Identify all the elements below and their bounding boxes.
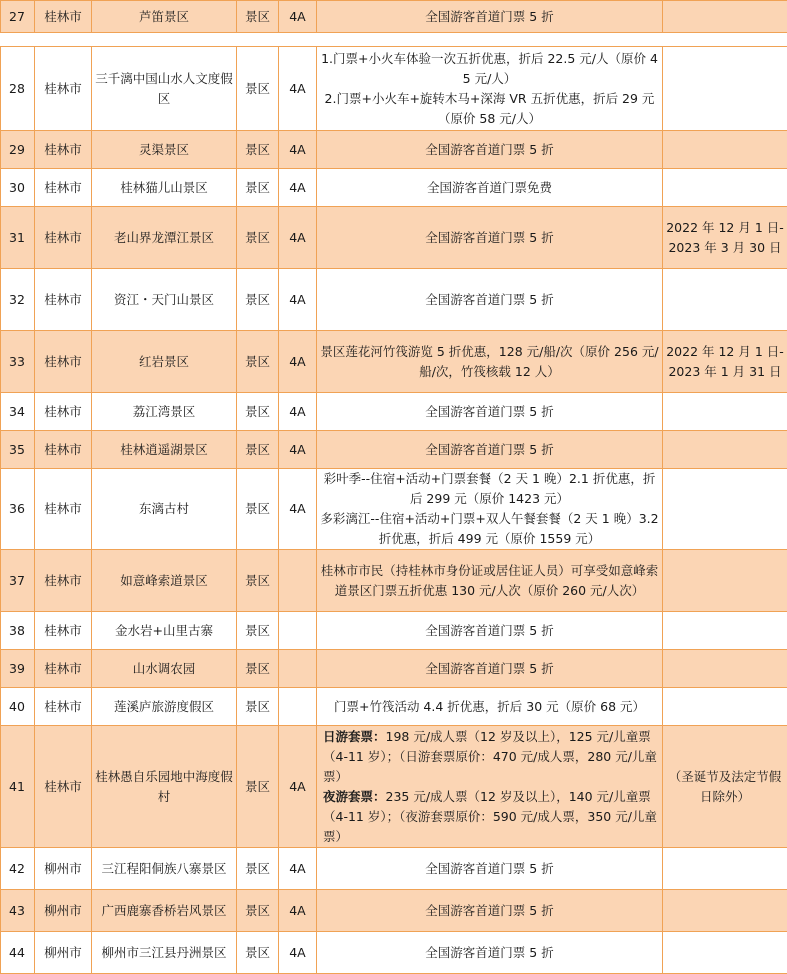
offer-cell: 门票+竹筏活动 4.4 折优惠，折后 30 元（原价 68 元） (317, 688, 663, 726)
city-cell: 桂林市 (35, 469, 92, 550)
offer-cell: 全国游客首道门票 5 折 (317, 207, 663, 269)
discount-table-main (0, 46, 787, 974)
type-cell: 景区 (237, 932, 279, 974)
offer-day-label: 日游套票： (323, 729, 386, 744)
period-cell: （圣诞节及法定节假日除外） (663, 726, 787, 848)
type-cell: 景区 (237, 848, 279, 890)
city-cell: 桂林市 (35, 612, 92, 650)
scenic-name-cell: 芦笛景区 (92, 1, 237, 33)
level-cell (279, 688, 317, 726)
city-cell: 桂林市 (35, 688, 92, 726)
offer-cell: 1.门票+小火车体验一次五折优惠，折后 22.5 元/人（原价 45 元/人） 2.门票+小火车+旋转木马+深海 VR 五折优惠，折后 29 元（原价 58 元/人） (317, 47, 663, 131)
city-cell: 桂林市 (35, 650, 92, 688)
table-row (1, 469, 787, 550)
level-cell: 4A (279, 1, 317, 33)
offer-cell: 全国游客首道门票 5 折 (317, 612, 663, 650)
level-cell: 4A (279, 131, 317, 169)
period-cell (663, 1, 787, 33)
level-cell: 4A (279, 932, 317, 974)
offer-cell: 全国游客首道门票免费 (317, 169, 663, 207)
scenic-name-cell: 荔江湾景区 (92, 393, 237, 431)
row-number: 31 (1, 207, 35, 269)
scenic-name-cell: 东漓古村 (92, 469, 237, 550)
offer-cell: 桂林市市民（持桂林市身份证或居住证人员）可享受如意峰索道景区门票五折优惠 130 元/人次（原价 260 元/人次） (317, 550, 663, 612)
offer-cell: 全国游客首道门票 5 折 (317, 650, 663, 688)
type-cell: 景区 (237, 650, 279, 688)
period-cell (663, 550, 787, 612)
table-row (1, 650, 787, 688)
scenic-name-cell: 柳州市三江县丹洲景区 (92, 932, 237, 974)
offer-night-label: 夜游套票： (323, 789, 386, 804)
scenic-name-cell: 老山界龙潭江景区 (92, 207, 237, 269)
row-number: 35 (1, 431, 35, 469)
level-cell: 4A (279, 331, 317, 393)
city-cell: 桂林市 (35, 1, 92, 33)
offer-cell: 全国游客首道门票 5 折 (317, 393, 663, 431)
type-cell: 景区 (237, 431, 279, 469)
offer-cell: 全国游客首道门票 5 折 (317, 1, 663, 33)
table-main-body (1, 47, 787, 974)
scenic-name-cell: 桂林愚自乐园地中海度假村 (92, 726, 237, 848)
level-cell: 4A (279, 393, 317, 431)
level-cell: 4A (279, 269, 317, 331)
table-row (1, 269, 787, 331)
offer-night-line (323, 787, 659, 847)
level-cell (279, 612, 317, 650)
level-cell: 4A (279, 169, 317, 207)
level-cell: 4A (279, 890, 317, 932)
period-cell (663, 393, 787, 431)
city-cell: 桂林市 (35, 331, 92, 393)
type-cell: 景区 (237, 269, 279, 331)
type-cell: 景区 (237, 393, 279, 431)
period-cell (663, 431, 787, 469)
city-cell: 桂林市 (35, 431, 92, 469)
city-cell: 柳州市 (35, 890, 92, 932)
table-row (1, 431, 787, 469)
period-cell (663, 650, 787, 688)
city-cell: 桂林市 (35, 207, 92, 269)
table-row (1, 393, 787, 431)
table-row (1, 131, 787, 169)
row-number: 43 (1, 890, 35, 932)
table-row (1, 726, 787, 848)
table-row (1, 169, 787, 207)
level-cell: 4A (279, 431, 317, 469)
period-cell (663, 688, 787, 726)
offer-cell: 彩叶季--住宿+活动+门票套餐（2 天 1 晚）2.1 折优惠，折后 299 元（原价 1423 元） 多彩漓江--住宿+活动+门票+双人午餐套餐（2 天 1 晚）3.2 折优惠，折后 499 元（原价 1559 元） (317, 469, 663, 550)
row-number: 38 (1, 612, 35, 650)
city-cell: 柳州市 (35, 932, 92, 974)
type-cell: 景区 (237, 612, 279, 650)
table-row (1, 932, 787, 974)
period-cell (663, 612, 787, 650)
scenic-name-cell: 山水调农园 (92, 650, 237, 688)
level-cell (279, 550, 317, 612)
offer-cell: 全国游客首道门票 5 折 (317, 131, 663, 169)
table-row (1, 207, 787, 269)
city-cell: 桂林市 (35, 269, 92, 331)
row-number: 27 (1, 1, 35, 33)
offer-cell: 景区莲花河竹筏游览 5 折优惠，128 元/船/次（原价 256 元/船/次，竹筏核载 12 人） (317, 331, 663, 393)
level-cell: 4A (279, 47, 317, 131)
table-row (1, 688, 787, 726)
type-cell: 景区 (237, 550, 279, 612)
period-cell (663, 890, 787, 932)
level-cell: 4A (279, 469, 317, 550)
row-number: 41 (1, 726, 35, 848)
period-cell: 2022 年 12 月 1 日-2023 年 1 月 31 日 (663, 331, 787, 393)
type-cell: 景区 (237, 469, 279, 550)
type-cell: 景区 (237, 688, 279, 726)
period-cell (663, 469, 787, 550)
row-number: 42 (1, 848, 35, 890)
row-number: 39 (1, 650, 35, 688)
offer-night-text: 235 元/成人票（12 岁及以上），140 元/儿童票（4-11 岁）；（夜游套票原价：590 元/成人票，350 元/儿童票） (323, 789, 657, 844)
table-row (1, 331, 787, 393)
offer-cell: 全国游客首道门票 5 折 (317, 932, 663, 974)
table-row (1, 612, 787, 650)
row-number: 36 (1, 469, 35, 550)
row-number: 32 (1, 269, 35, 331)
city-cell: 桂林市 (35, 393, 92, 431)
offer-day-line (323, 727, 659, 787)
table-row (1, 1, 787, 33)
row-number: 40 (1, 688, 35, 726)
scenic-name-cell: 三千漓中国山水人文度假区 (92, 47, 237, 131)
city-cell: 柳州市 (35, 848, 92, 890)
scenic-name-cell: 桂林猫儿山景区 (92, 169, 237, 207)
scenic-name-cell: 如意峰索道景区 (92, 550, 237, 612)
row-number: 33 (1, 331, 35, 393)
row-number: 28 (1, 47, 35, 131)
type-cell: 景区 (237, 890, 279, 932)
type-cell: 景区 (237, 131, 279, 169)
city-cell: 桂林市 (35, 550, 92, 612)
row-number: 30 (1, 169, 35, 207)
table-row (1, 47, 787, 131)
period-cell (663, 269, 787, 331)
type-cell: 景区 (237, 207, 279, 269)
table-row (1, 890, 787, 932)
period-cell (663, 848, 787, 890)
offer-day-text: 198 元/成人票（12 岁及以上），125 元/儿童票（4-11 岁）；（日游套票原价：470 元/成人票，280 元/儿童票） (323, 729, 657, 784)
city-cell: 桂林市 (35, 726, 92, 848)
scenic-name-cell: 广西鹿寨香桥岩风景区 (92, 890, 237, 932)
level-cell: 4A (279, 726, 317, 848)
scenic-name-cell: 金水岩+山里古寨 (92, 612, 237, 650)
table-row (1, 848, 787, 890)
type-cell: 景区 (237, 169, 279, 207)
scenic-name-cell: 三江程阳侗族八寨景区 (92, 848, 237, 890)
type-cell: 景区 (237, 331, 279, 393)
row-number: 37 (1, 550, 35, 612)
city-cell: 桂林市 (35, 131, 92, 169)
period-cell: 2022 年 12 月 1 日-2023 年 3 月 30 日 (663, 207, 787, 269)
table-row (1, 550, 787, 612)
scenic-name-cell: 红岩景区 (92, 331, 237, 393)
period-cell (663, 169, 787, 207)
city-cell: 桂林市 (35, 169, 92, 207)
scenic-name-cell: 桂林逍遥湖景区 (92, 431, 237, 469)
discount-table-top (0, 0, 787, 33)
period-cell (663, 131, 787, 169)
row-number: 44 (1, 932, 35, 974)
row-number: 29 (1, 131, 35, 169)
table-top-body (1, 1, 787, 33)
scenic-name-cell: 资江・天门山景区 (92, 269, 237, 331)
offer-cell: 全国游客首道门票 5 折 (317, 890, 663, 932)
type-cell: 景区 (237, 1, 279, 33)
offer-cell (317, 726, 663, 848)
row-number: 34 (1, 393, 35, 431)
level-cell (279, 650, 317, 688)
offer-cell: 全国游客首道门票 5 折 (317, 848, 663, 890)
city-cell: 桂林市 (35, 47, 92, 131)
level-cell: 4A (279, 848, 317, 890)
scenic-name-cell: 灵渠景区 (92, 131, 237, 169)
offer-cell: 全国游客首道门票 5 折 (317, 269, 663, 331)
level-cell: 4A (279, 207, 317, 269)
period-cell (663, 47, 787, 131)
scenic-name-cell: 莲溪庐旅游度假区 (92, 688, 237, 726)
period-cell (663, 932, 787, 974)
offer-cell: 全国游客首道门票 5 折 (317, 431, 663, 469)
type-cell: 景区 (237, 726, 279, 848)
type-cell: 景区 (237, 47, 279, 131)
